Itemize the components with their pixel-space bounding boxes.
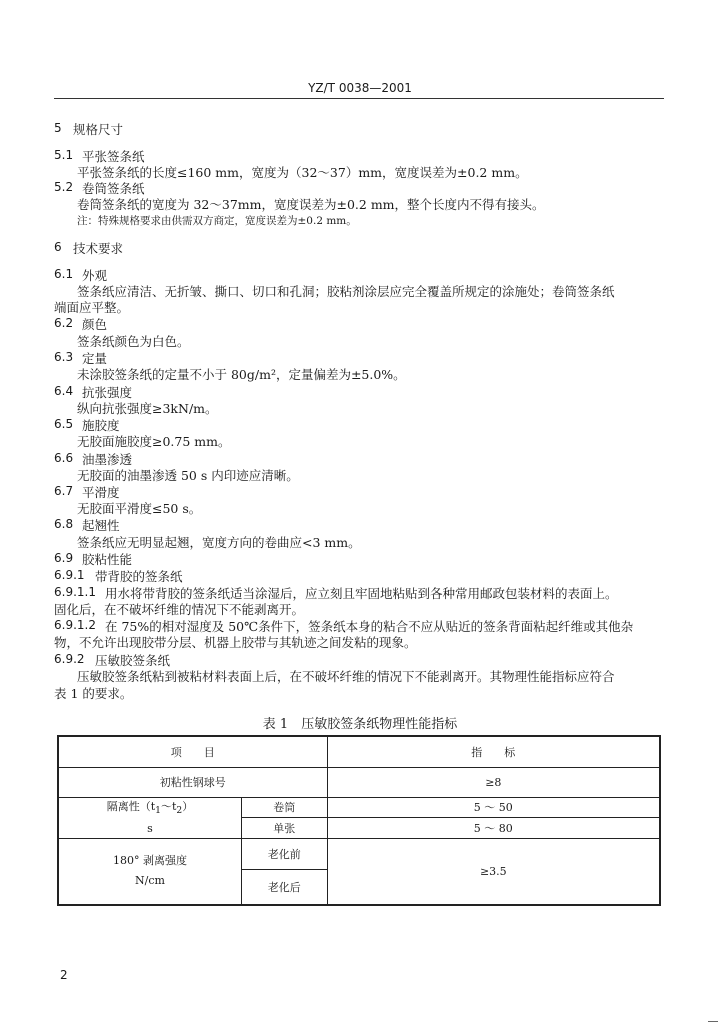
clause-6-6-number: 6.6	[54, 451, 74, 465]
clause-6-3-text: 未涂胶签条纸的定量不小于 80g/m²，定量偏差为±5.0%。	[77, 367, 406, 382]
clause-6-1-title: 外观	[82, 268, 108, 283]
clause-6-9-number: 6.9	[54, 551, 74, 565]
clause-6-2-number: 6.2	[54, 316, 74, 330]
page-number: 2	[60, 968, 68, 982]
clause-5-2-note: 注：特殊规格要求由供需双方商定，宽度误差为±0.2 mm。	[77, 215, 357, 227]
clause-5-1-title: 平张签条纸	[82, 149, 145, 164]
clause-6-8-title: 起翘性	[82, 518, 120, 533]
row-release-item	[58, 797, 241, 838]
clause-6-3-number: 6.3	[54, 350, 74, 364]
clause-6-5-title: 施胶度	[82, 418, 120, 433]
clause-6-8-number: 6.8	[54, 517, 74, 531]
row-peel-after-aging-label: 老化后	[241, 869, 327, 905]
clause-5-2-number: 5.2	[54, 180, 74, 194]
section-5-title: 规格尺寸	[73, 122, 124, 137]
clause-6-4-title: 抗张强度	[82, 385, 133, 400]
table-row	[58, 767, 660, 797]
clause-6-4-text: 纵向抗张强度≥3kN/m。	[77, 401, 218, 416]
clause-6-5-number: 6.5	[54, 417, 74, 431]
row-initial-tack-value: ≥8	[327, 767, 660, 797]
peel-item-label: 180° 剥离强度	[112, 854, 187, 868]
clause-5-2-title: 卷筒签条纸	[82, 181, 145, 196]
clause-6-6-title: 油墨渗透	[82, 452, 133, 467]
scan-mark	[708, 1021, 718, 1022]
clause-6-2-text: 签条纸颜色为白色。	[77, 334, 190, 349]
table-row	[58, 838, 660, 869]
table-header-row	[58, 736, 660, 767]
release-item-label: 隔离性$(t_1\sim t_2)$	[106, 799, 194, 816]
clause-6-1-text-line1: 签条纸应清洁、无折皱、撕口、切口和孔洞；胶粘剂涂层应完全覆盖所规定的涂施处；卷筒签条纸	[77, 284, 615, 299]
clause-6-9-1-number: 6.9.1	[54, 568, 85, 582]
clause-6-4-number: 6.4	[54, 384, 74, 398]
clause-5-1-number: 5.1	[54, 148, 74, 162]
row-peel-item	[58, 838, 241, 905]
row-peel-before-aging-label: 老化前	[241, 838, 327, 869]
clause-6-7-number: 6.7	[54, 484, 74, 498]
clause-6-9-1-1-number: 6.9.1.1	[54, 585, 96, 599]
clause-5-2-text: 卷筒签条纸的宽度为 32～37mm，宽度误差为±0.2 mm，整个长度内不得有接头。	[77, 197, 545, 212]
clause-6-1-number: 6.1	[54, 267, 74, 281]
clause-6-7-title: 平滑度	[82, 485, 120, 500]
clause-6-8-text: 签条纸应无明显起翘，宽度方向的卷曲应<3 mm。	[77, 535, 361, 550]
table-header-item: 项 目	[58, 736, 327, 767]
release-item-unit: s	[147, 821, 153, 835]
clause-6-7-text: 无胶面平滑度≤50 s。	[77, 501, 202, 516]
header-rule	[54, 98, 664, 99]
clause-6-9-2-text-line1: 压敏胶签条纸粘到被粘材料表面上后，在不破坏纤维的情况下不能剥离开。其物理性能指标应符合	[77, 669, 615, 684]
clause-6-9-2-title: 压敏胶签条纸	[95, 653, 171, 668]
clause-6-1-text-line2: 端面应平整。	[54, 300, 130, 315]
row-release-sheet-value: 5 ～ 80	[327, 818, 660, 839]
clause-6-9-1-1-text-line2: 固化后，在不破坏纤维的情况下不能剥离开。	[54, 602, 305, 617]
clause-6-9-1-title: 带背胶的签条纸	[95, 569, 183, 584]
clause-6-5-text: 无胶面施胶度≥0.75 mm。	[77, 434, 231, 449]
clause-6-9-1-2-number: 6.9.1.2	[54, 618, 96, 632]
table-1-caption: 表 1 压敏胶签条纸物理性能指标	[262, 717, 458, 732]
clause-6-9-title: 胶粘性能	[82, 552, 133, 567]
row-release-sheet-label: 单张	[241, 818, 327, 839]
section-6-title: 技术要求	[73, 241, 124, 256]
peel-item-unit: N/cm	[134, 874, 165, 888]
clause-6-2-title: 颜色	[82, 317, 108, 332]
row-release-roll-value: 5 ～ 50	[327, 797, 660, 818]
clause-6-9-2-text-line2: 表 1 的要求。	[54, 686, 133, 701]
section-6-number: 6	[54, 240, 62, 254]
table-header-index: 指 标	[327, 736, 660, 767]
clause-6-6-text: 无胶面的油墨渗透 50 s 内印迹应清晰。	[77, 468, 299, 483]
clause-6-3-title: 定量	[82, 351, 108, 366]
clause-5-1-text: 平张签条纸的长度≤160 mm，宽度为（32～37）mm，宽度误差为±0.2 mm。	[77, 165, 528, 180]
row-peel-value: ≥3.5	[327, 838, 660, 905]
row-release-roll-label: 卷筒	[241, 797, 327, 818]
clause-6-9-1-2-text-line1: 在 75%的相对湿度及 50℃条件下，签条纸本身的粘合不应从贴近的签条背面粘起纤维或其他杂	[105, 619, 634, 634]
clause-6-9-1-2-text-line2: 物，不允许出现胶带分层、机器上胶带与其轨迹之间发粘的现象。	[54, 635, 417, 650]
header-standard-code: YZ/T 0038—2001	[308, 81, 412, 95]
clause-6-9-1-1-text-line1: 用水将带背胶的签条纸适当涂湿后，应立刻且牢固地粘贴到各种常用邮政包装材料的表面上。	[105, 586, 618, 601]
section-5-number: 5	[54, 121, 62, 135]
table-row	[58, 797, 660, 818]
table-1	[57, 735, 661, 906]
clause-6-9-2-number: 6.9.2	[54, 652, 85, 666]
row-initial-tack-item: 初粘性钢球号	[58, 767, 327, 797]
